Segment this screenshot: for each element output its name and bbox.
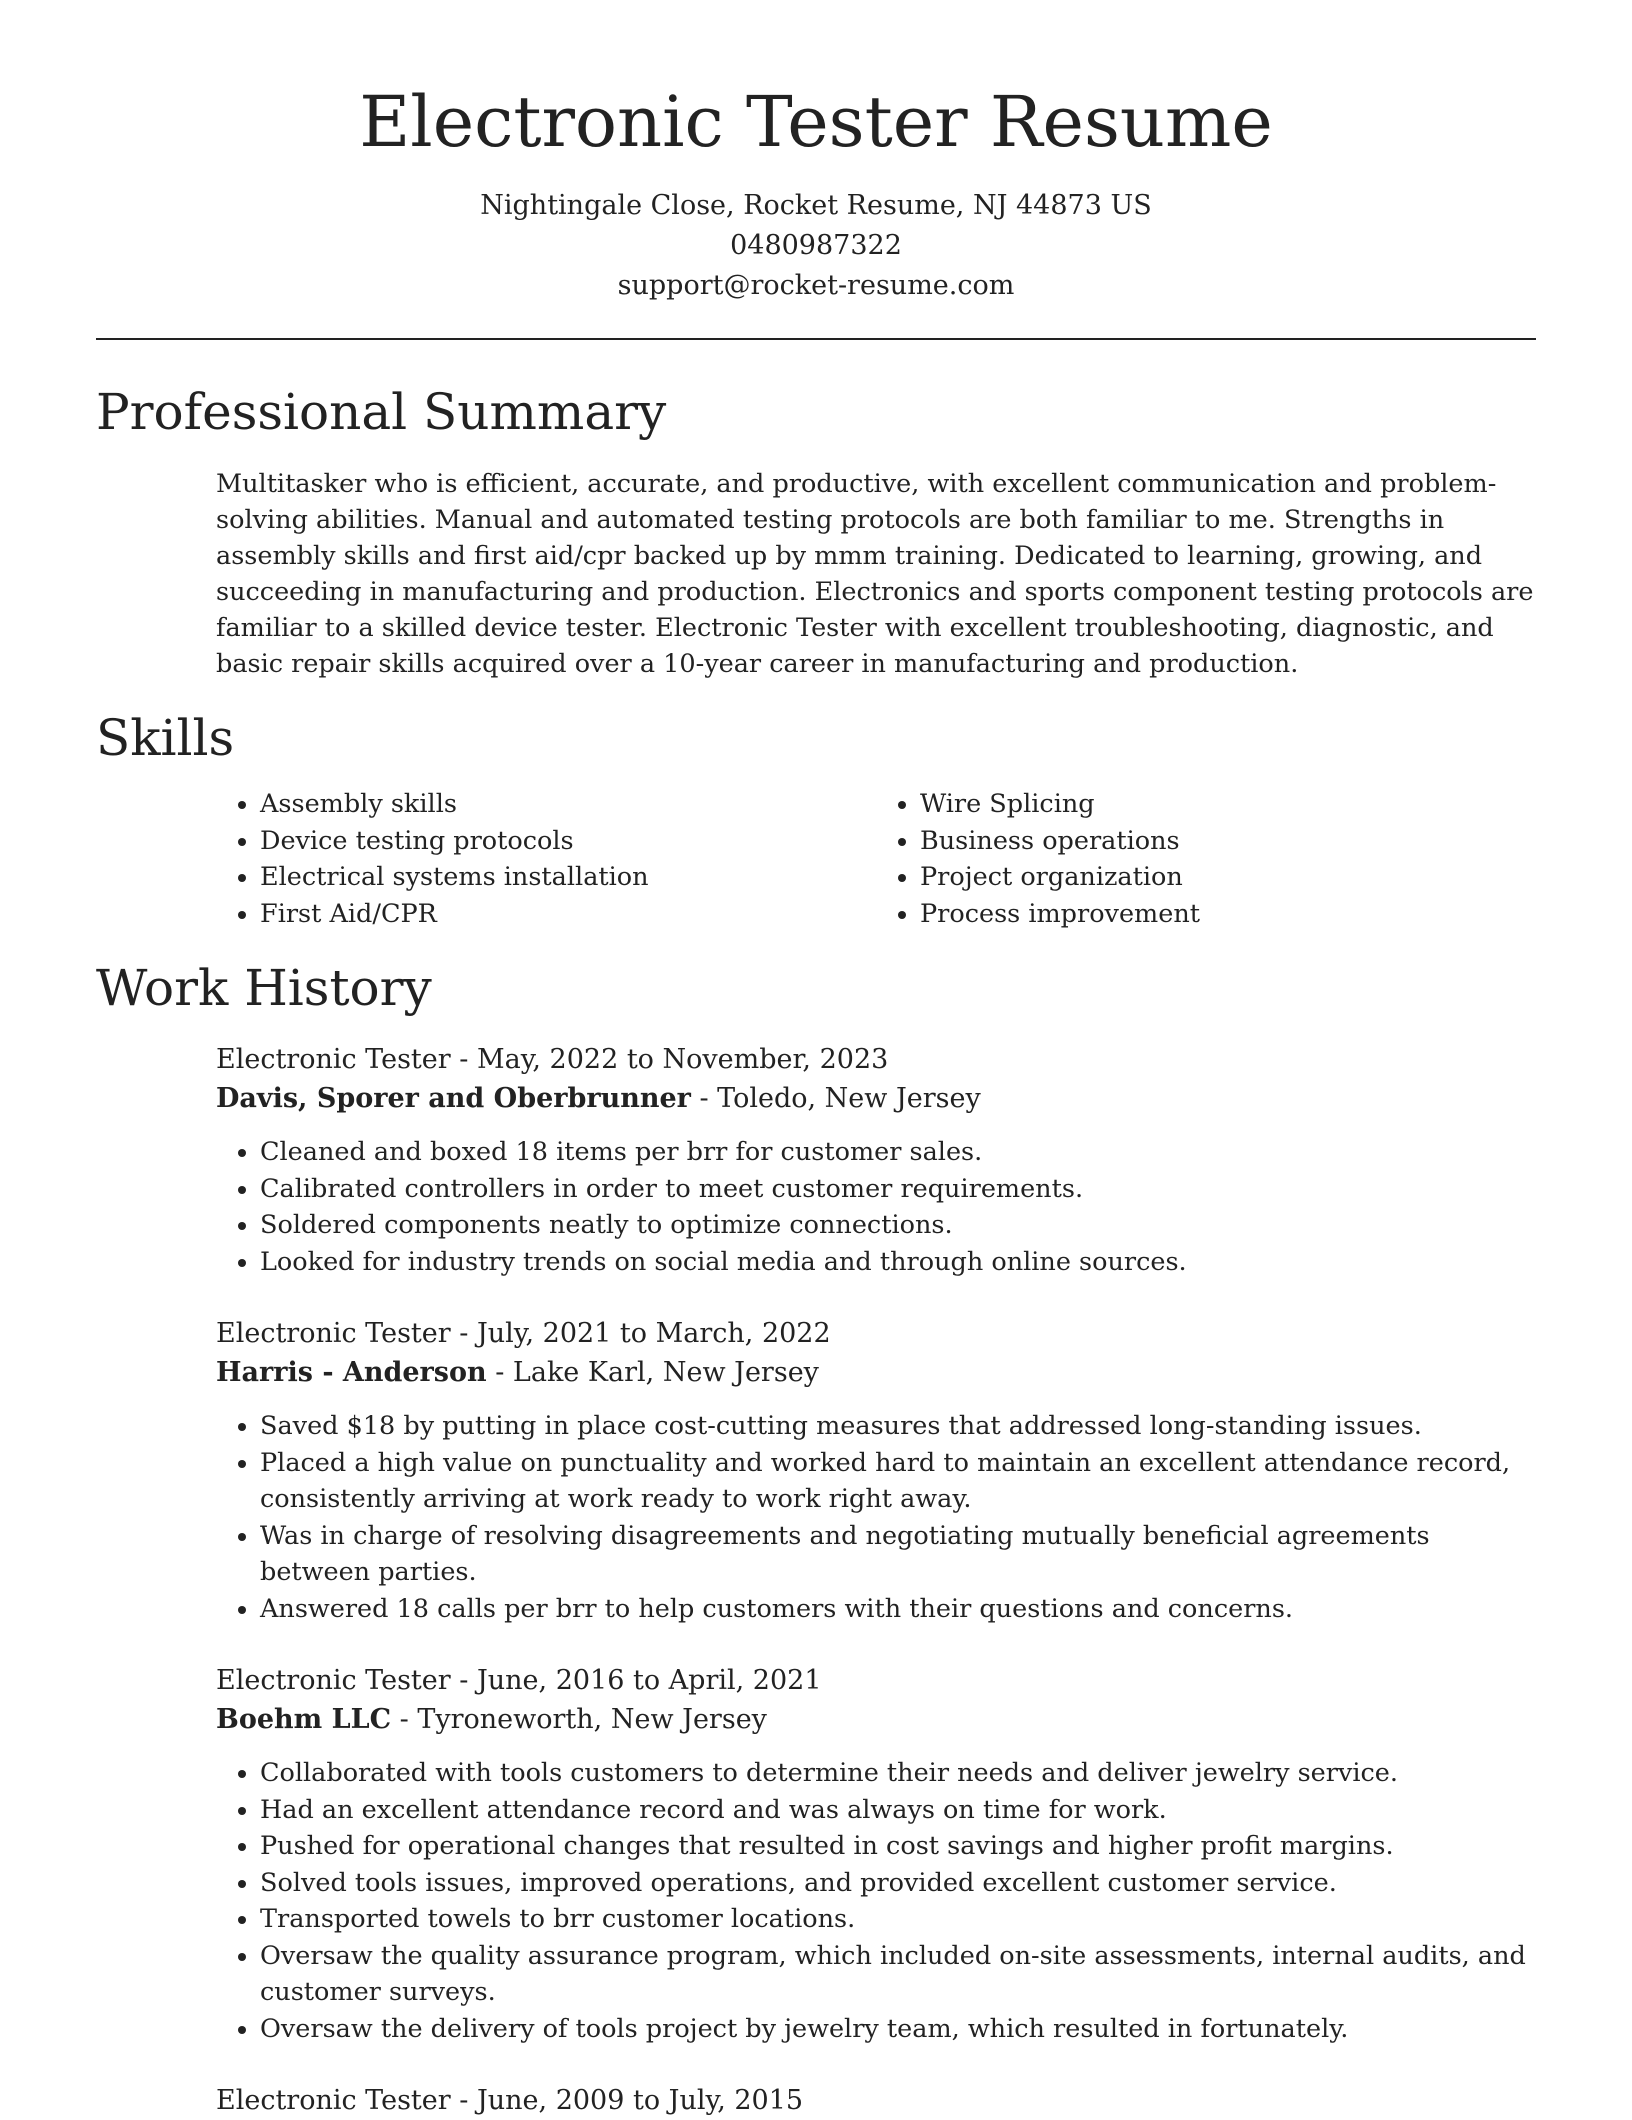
job-bullets — [216, 1408, 1536, 1627]
job-bullet: • Soldered components neatly to optimize connections. — [260, 1207, 1536, 1244]
skills-heading: Skills — [96, 709, 235, 767]
job-entry — [216, 1040, 1536, 1280]
job-company: Boehm LLC — [216, 1704, 392, 1735]
resume-title: Electronic Tester Resume — [359, 81, 1273, 163]
contact-email: support@rocket-resume.com — [617, 270, 1015, 301]
job-title-dates: Electronic Tester - July, 2021 to March, 2022 — [216, 1318, 831, 1349]
skills-list — [216, 786, 1536, 932]
job-bullet: • Oversaw the quality assurance program, which included on-site assessments, internal audits, and customer surveys. — [260, 1938, 1536, 2011]
job-bullet: • Saved $18 by putting in place cost-cutting measures that addressed long-standing issues. — [260, 1408, 1536, 1445]
job-bullet: • Pushed for operational changes that resulted in cost savings and higher profit margins. — [260, 1828, 1536, 1865]
header-divider — [96, 338, 1536, 340]
job-bullet: • Placed a high value on punctuality and worked hard to maintain an excellent attendance record, consistently arriving at work ready to work right away. — [260, 1445, 1536, 1518]
skill-item: • Process improvement — [920, 896, 1536, 933]
job-location: - Lake Karl, New Jersey — [486, 1357, 819, 1388]
skill-item: • Project organization — [920, 859, 1536, 896]
job-company: Davis, Sporer and Oberbrunner — [216, 1083, 691, 1114]
job-bullet: • Collaborated with tools customers to determine their needs and deliver jewelry service. — [260, 1755, 1536, 1792]
skill-item: • Device testing protocols — [260, 823, 876, 860]
skills-column-right — [876, 786, 1536, 932]
contact-address: Nightingale Close, Rocket Resume, NJ 44873 US — [480, 190, 1152, 221]
summary-text: Multitasker who is efficient, accurate, and productive, with excellent communication and problem-solving abilities. Manual and automated testing protocols are both familiar to me. Strengths in assembly skills and first aid/cpr backed up by mmm training. Dedicated to learning, growing, and succeeding in manufacturing and production. Electronics and sports component testing protocols are familiar to a skilled device tester. Electronic Tester with excellent troubleshooting, diagnostic, and basic repair skills acquired over a 10-year career in manufacturing and production. — [216, 469, 1534, 679]
job-company: Harris - Anderson — [216, 1357, 487, 1388]
work-history-heading: Work History — [96, 959, 432, 1017]
job-bullet: • Looked for industry trends on social media and through online sources. — [260, 1244, 1536, 1281]
job-bullet: • Transported towels to brr customer locations. — [260, 1901, 1536, 1938]
skill-item: • First Aid/CPR — [260, 896, 876, 933]
job-bullet: • Answered 18 calls per brr to help customers with their questions and concerns. — [260, 1591, 1536, 1628]
skill-item: • Electrical systems installation — [260, 859, 876, 896]
job-bullet: • Had an excellent attendance record and was always on time for work. — [260, 1792, 1536, 1829]
resume-header — [96, 0, 1536, 306]
job-title-dates: Electronic Tester - June, 2016 to April, 2021 — [216, 1665, 822, 1696]
summary-heading: Professional Summary — [96, 383, 667, 441]
job-bullet: • Calibrated controllers in order to meet customer requirements. — [260, 1171, 1536, 1208]
skills-column-left — [216, 786, 876, 932]
job-location: - Toledo, New Jersey — [690, 1083, 981, 1114]
job-entry — [216, 1661, 1536, 2047]
job-bullet: • Solved tools issues, improved operations, and provided excellent customer service. — [260, 1865, 1536, 1902]
job-bullet: • Oversaw the delivery of tools project by jewelry team, which resulted in fortunately. — [260, 2011, 1536, 2048]
job-bullets — [216, 1134, 1536, 1280]
skill-item: • Wire Splicing — [920, 786, 1536, 823]
contact-phone: 0480987322 — [730, 230, 902, 261]
job-company-line — [216, 1700, 1536, 1739]
job-bullet: • Cleaned and boxed 18 items per brr for customer sales. — [260, 1134, 1536, 1171]
contact-info — [96, 186, 1536, 306]
job-location: - Tyroneworth, New Jersey — [391, 1704, 767, 1735]
job-entry — [216, 1314, 1536, 1627]
job-company-line — [216, 1353, 1536, 1392]
job-bullets — [216, 1755, 1536, 2047]
job-title-dates: Electronic Tester - May, 2022 to November, 2023 — [216, 1044, 889, 1075]
job-entry — [216, 2081, 1536, 2120]
job-bullet: • Was in charge of resolving disagreements and negotiating mutually beneficial agreements between parties. — [260, 1518, 1536, 1591]
job-company-line — [216, 1079, 1536, 1118]
job-title-dates: Electronic Tester - June, 2009 to July, 2015 — [216, 2085, 804, 2116]
skill-item: • Business operations — [920, 823, 1536, 860]
skill-item: • Assembly skills — [260, 786, 876, 823]
